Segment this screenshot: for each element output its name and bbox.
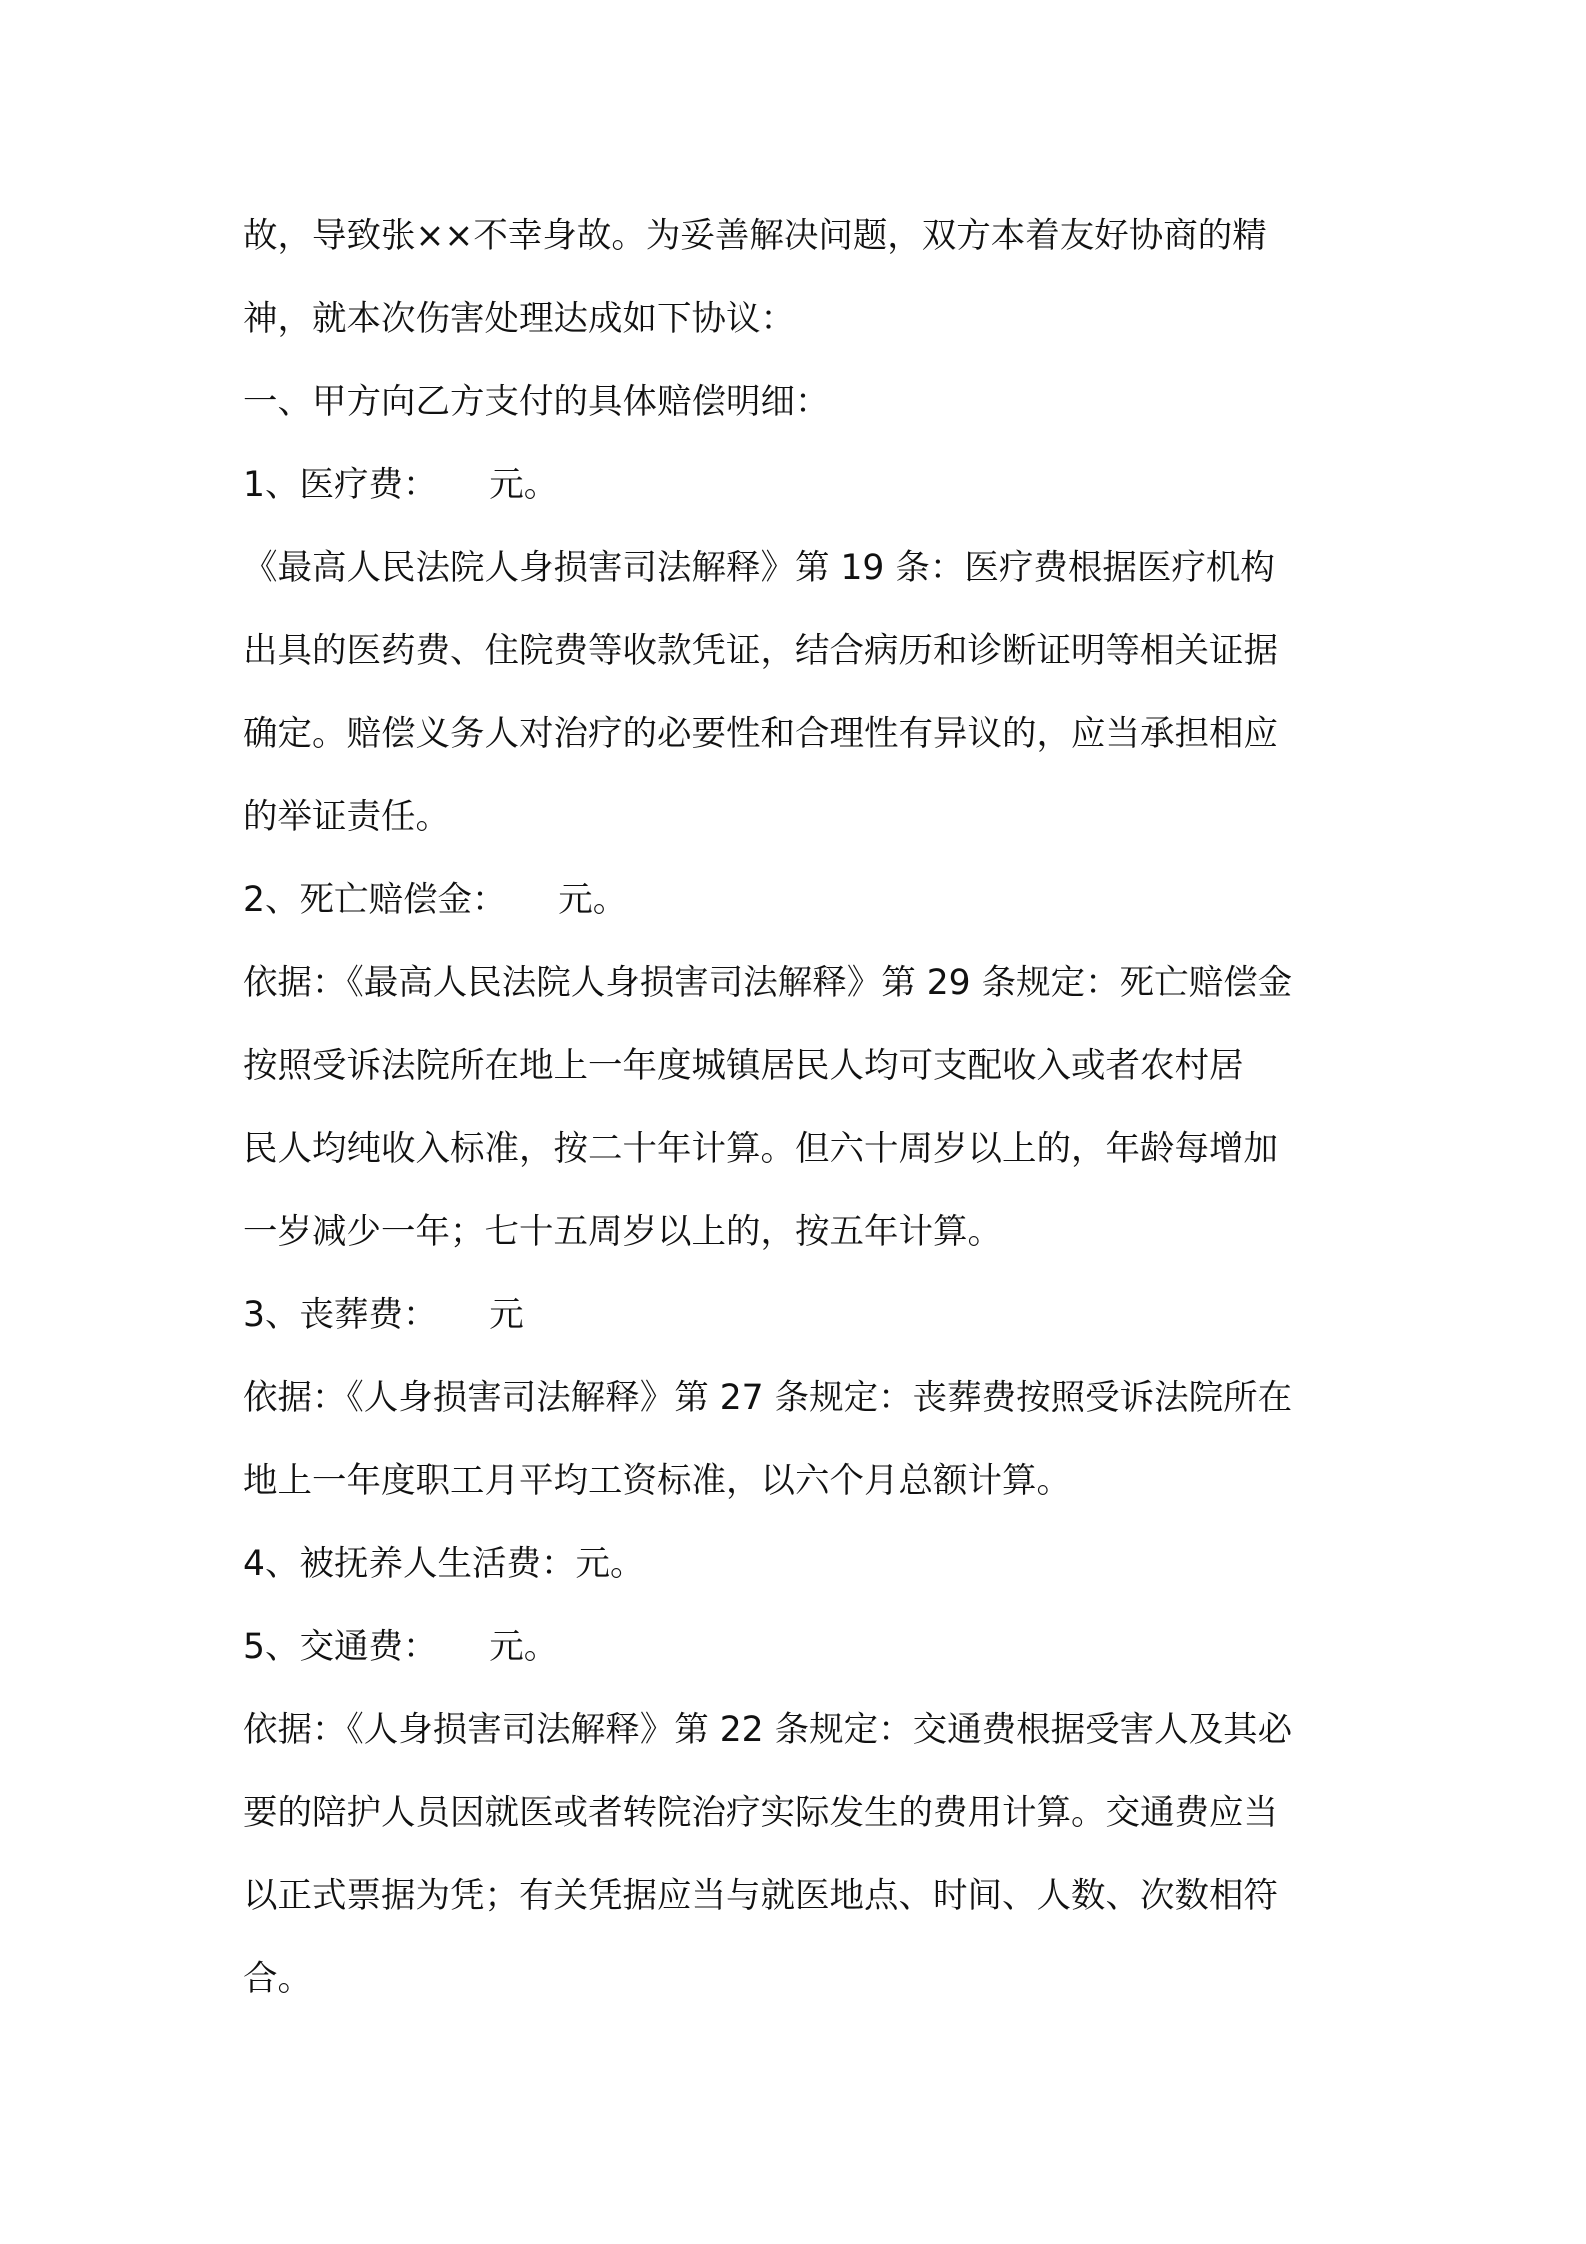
document-body bbox=[243, 195, 1353, 2021]
paragraph-line: 按照受诉法院所在地上一年度城镇居民人均可支配收入或者农村居 bbox=[243, 1046, 1244, 1086]
section-heading: 一、甲方向乙方支付的具体赔偿明细： bbox=[243, 382, 830, 422]
item-transportation-fee: 5、交通费： 元。 bbox=[243, 1627, 559, 1667]
paragraph-line: 合。 bbox=[243, 1959, 312, 1999]
item-death-compensation: 2、死亡赔偿金： 元。 bbox=[243, 880, 628, 920]
item-funeral-fee: 3、丧葬费： 元 bbox=[243, 1295, 524, 1335]
paragraph-line: 依据：《最高人民法院人身损害司法解释》第 29 条规定：死亡赔偿金 bbox=[243, 963, 1293, 1003]
paragraph-line: 故，导致张××不幸身故。为妥善解决问题，双方本着友好协商的精 bbox=[243, 216, 1267, 256]
paragraph-line: 依据：《人身损害司法解释》第 22 条规定：交通费根据受害人及其必 bbox=[243, 1710, 1293, 1750]
paragraph-line: 的举证责任。 bbox=[243, 797, 450, 837]
paragraph-line: 一岁减少一年；七十五周岁以上的，按五年计算。 bbox=[243, 1212, 1002, 1252]
item-medical-fee: 1、医疗费： 元。 bbox=[243, 465, 559, 505]
paragraph-line: 确定。赔偿义务人对治疗的必要性和合理性有异议的，应当承担相应 bbox=[243, 714, 1278, 754]
paragraph-line: 民人均纯收入标准，按二十年计算。但六十周岁以上的，年龄每增加 bbox=[243, 1129, 1278, 1169]
paragraph-line: 《最高人民法院人身损害司法解释》第 19 条：医疗费根据医疗机构 bbox=[243, 548, 1275, 588]
paragraph-line: 依据：《人身损害司法解释》第 27 条规定：丧葬费按照受诉法院所在 bbox=[243, 1378, 1293, 1418]
item-dependent-living-expenses: 4、被抚养人生活费：元。 bbox=[243, 1544, 645, 1584]
paragraph-line: 地上一年度职工月平均工资标准，以六个月总额计算。 bbox=[243, 1461, 1071, 1501]
paragraph-line: 神，就本次伤害处理达成如下协议： bbox=[243, 299, 795, 339]
paragraph-line: 以正式票据为凭；有关凭据应当与就医地点、时间、人数、次数相符 bbox=[243, 1876, 1278, 1916]
paragraph-line: 要的陪护人员因就医或者转院治疗实际发生的费用计算。交通费应当 bbox=[243, 1793, 1278, 1833]
paragraph-line: 出具的医药费、住院费等收款凭证，结合病历和诊断证明等相关证据 bbox=[243, 631, 1278, 671]
